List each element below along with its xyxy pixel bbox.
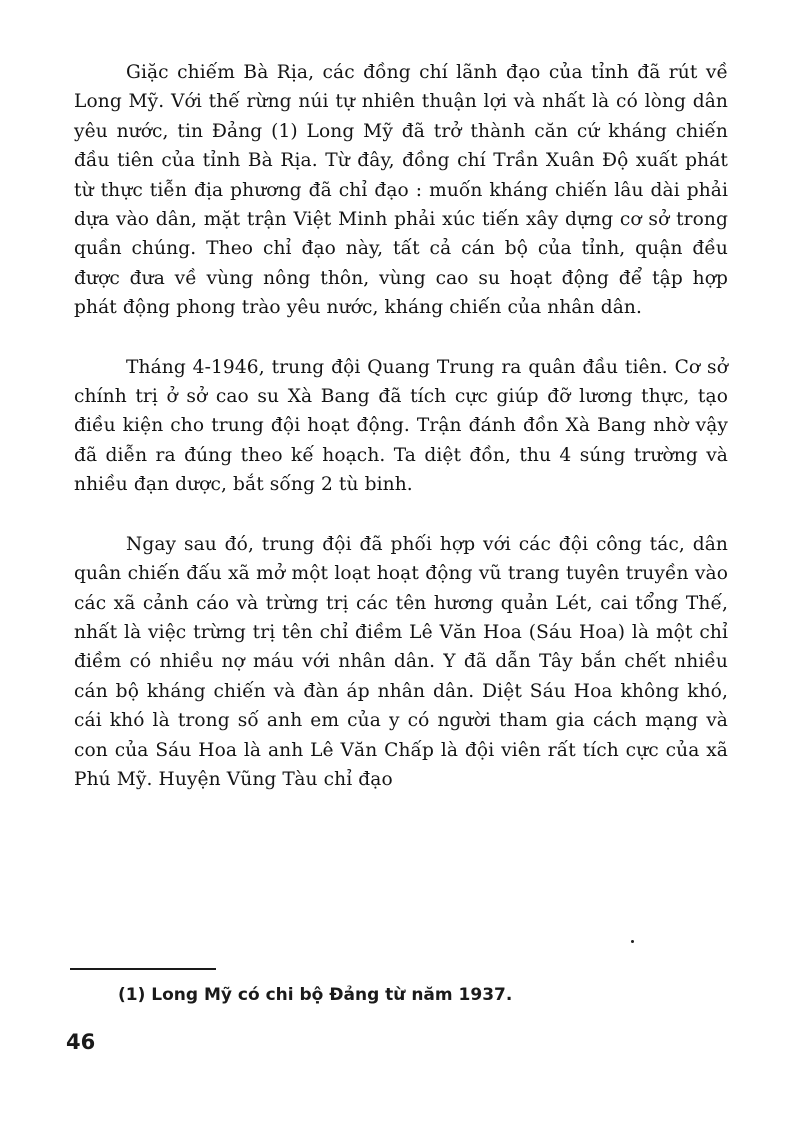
footnote: (1) Long Mỹ có chi bộ Đảng từ năm 1937. xyxy=(118,985,513,1005)
page-number: 46 xyxy=(66,1030,96,1054)
footnote-divider xyxy=(70,968,216,970)
paragraph-2: Tháng 4-1946, trung đội Quang Trung ra quân đầu tiên. Cơ sở chính trị ở sở cao su Xà Bang đã tích cực giúp đỡ lương thực, tạo điều kiện cho trung đội hoạt động. Trận đánh đồn Xà Bang nhờ vậy đã diễn ra đúng theo kế hoạch. Ta diệt đồn, thu 4 súng trường và nhiều đạn dược, bắt sống 2 tù binh. xyxy=(74,356,728,496)
body-text xyxy=(74,58,728,824)
paragraph-3: Ngay sau đó, trung đội đã phối hợp với các đội công tác, dân quân chiến đấu xã mở một loạt hoạt động vũ trang tuyên truyền vào các xã cảnh cáo và trừng trị các tên hương quản Lét, cai tổng Thế, nhất là việc trừng trị tên chỉ điềm Lê Văn Hoa (Sáu Hoa) là một chỉ điềm có nhiều nợ máu với nhân dân. Y đã dẫn Tây bắn chết nhiều cán bộ kháng chiến và đàn áp nhân dân. Diệt Sáu Hoa không khó, cái khó là trong số anh em của y có người tham gia cách mạng và con của Sáu Hoa là anh Lê Văn Chấp là đội viên rất tích cực của xã Phú Mỹ. Huyện Vũng Tàu chỉ đạo xyxy=(74,533,728,790)
paragraph-1: Giặc chiếm Bà Rịa, các đồng chí lãnh đạo của tỉnh đã rút về Long Mỹ. Với thế rừng núi tự nhiên thuận lợi và nhất là có lòng dân yêu nước, tin Đảng (1) Long Mỹ đã trở thành căn cứ kháng chiến đầu tiên của tỉnh Bà Rịa. Từ đây, đồng chí Trần Xuân Độ xuất phát từ thực tiễn địa phương đã chỉ đạo : muốn kháng chiến lâu dài phải dựa vào dân, mặt trận Việt Minh phải xúc tiến xây dựng cơ sở trong quần chúng. Theo chỉ đạo này, tất cả cán bộ của tỉnh, quận đều được đưa về vùng nông thôn, vùng cao su hoạt động để tập hợp phát động phong trào yêu nước, kháng chiến của nhân dân. xyxy=(74,62,728,319)
print-speck xyxy=(631,940,634,943)
